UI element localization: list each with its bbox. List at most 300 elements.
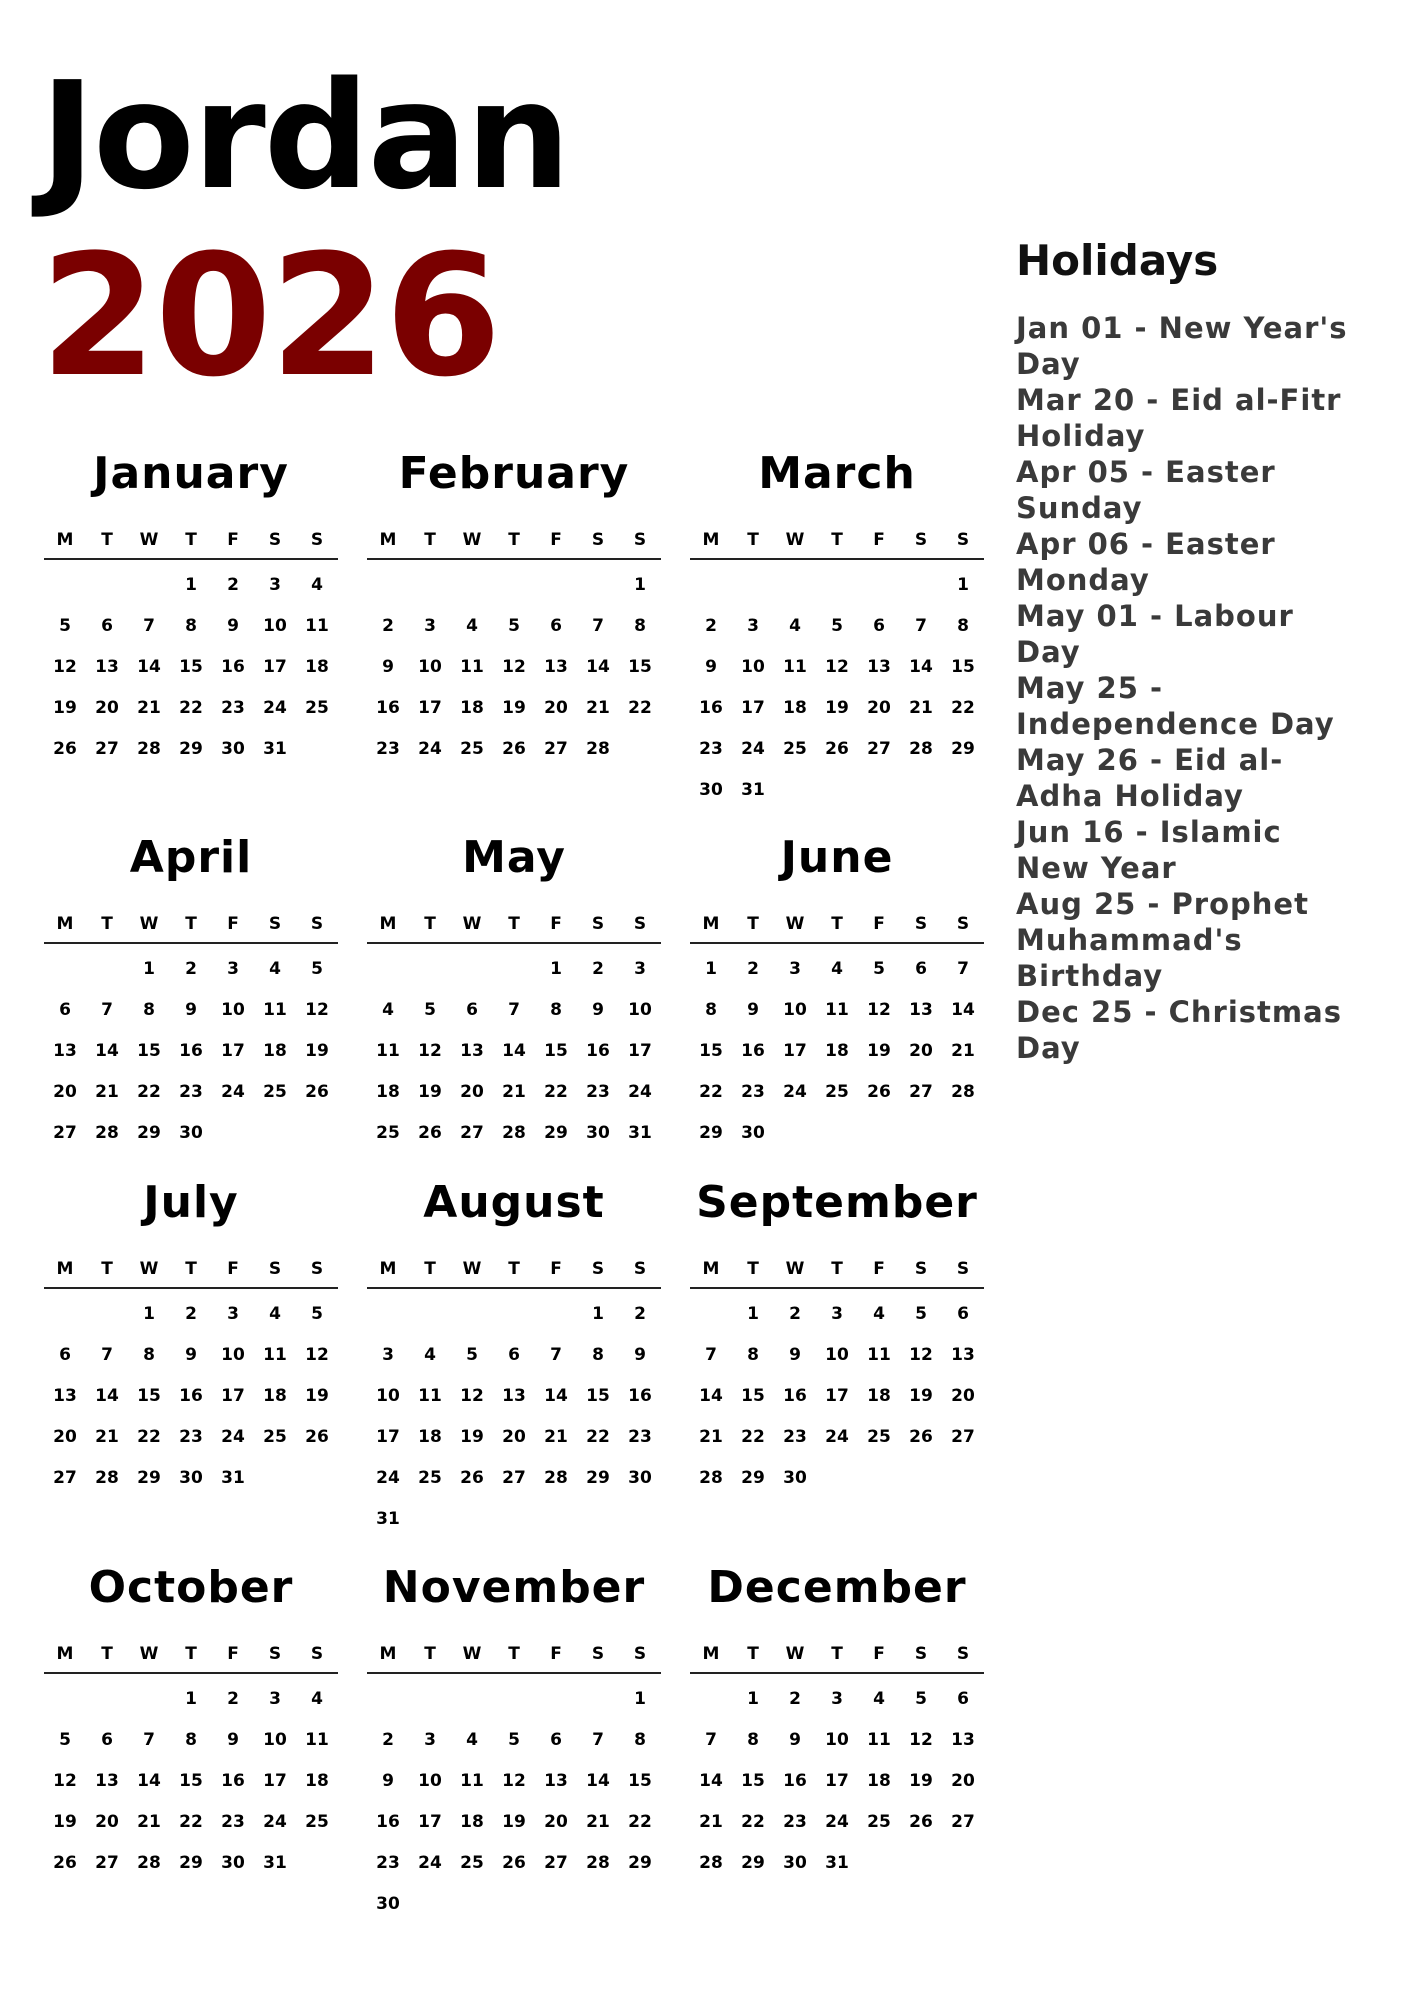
weekday-label: W [785,530,805,550]
day-cell: 5 [915,1303,927,1324]
day-cell: 20 [544,1811,568,1832]
day-cell: 10 [376,1385,400,1406]
day-cell: 27 [502,1467,526,1488]
day-cell: 15 [137,1040,161,1061]
day-cell: 18 [460,697,484,718]
day-cell: 14 [137,656,161,677]
holiday-item: Mar 20 - Eid al-Fitr Holiday [1016,383,1342,453]
day-cell: 24 [263,697,287,718]
day-cell: 2 [789,1303,801,1324]
weekday-label: M [56,1644,74,1664]
empty-cell [816,564,858,605]
day-cell: 26 [502,1852,526,1873]
month-name: March [758,448,916,499]
day-cell: 27 [95,1852,119,1873]
day-cell: 27 [867,738,891,759]
weekday-label: S [310,1644,324,1664]
day-grid [690,1678,984,1883]
day-cell: 25 [305,1811,329,1832]
empty-cell [493,564,535,605]
day-cell: 9 [789,1729,801,1750]
day-cell: 11 [263,999,287,1020]
day-cell: 25 [263,1426,287,1447]
day-cell: 22 [741,1811,765,1832]
weekday-label: F [227,1259,239,1279]
weekday-header [44,522,338,560]
day-cell: 19 [305,1040,329,1061]
weekday-label: M [702,530,720,550]
day-cell: 10 [418,656,442,677]
day-cell: 31 [741,779,765,800]
day-cell: 3 [831,1688,843,1709]
day-cell: 22 [741,1426,765,1447]
empty-cell [409,564,451,605]
day-cell: 20 [95,1811,119,1832]
day-cell: 3 [424,1729,436,1750]
day-cell: 3 [269,1688,281,1709]
empty-cell [409,1678,451,1719]
weekday-label: S [268,1644,282,1664]
holiday-item: May 25 - Independence Day [1016,671,1335,741]
day-cell: 22 [544,1081,568,1102]
weekday-label: F [550,914,562,934]
day-cell: 24 [221,1081,245,1102]
day-cell: 4 [424,1344,436,1365]
day-cell: 26 [305,1426,329,1447]
day-cell: 19 [502,1811,526,1832]
day-cell: 4 [382,999,394,1020]
day-cell: 11 [460,1770,484,1791]
day-cell: 22 [628,697,652,718]
empty-cell [451,1678,493,1719]
day-cell: 16 [741,1040,765,1061]
empty-cell [577,564,619,605]
day-cell: 16 [783,1385,807,1406]
day-cell: 4 [873,1303,885,1324]
day-cell: 16 [699,697,723,718]
weekday-label: M [56,1259,74,1279]
day-cell: 6 [550,615,562,636]
day-cell: 17 [825,1770,849,1791]
day-cell: 10 [263,1729,287,1750]
day-cell: 8 [747,1729,759,1750]
day-cell: 22 [586,1426,610,1447]
day-cell: 2 [382,615,394,636]
weekday-header [44,1636,338,1674]
day-cell: 29 [137,1122,161,1143]
day-cell: 29 [741,1467,765,1488]
weekday-label: S [956,1259,970,1279]
day-cell: 11 [263,1344,287,1365]
day-cell: 26 [867,1081,891,1102]
empty-cell [44,564,86,605]
weekday-label: S [914,530,928,550]
weekday-label: T [747,914,759,934]
day-cell: 27 [460,1122,484,1143]
month-name: February [398,448,630,499]
day-cell: 4 [831,958,843,979]
day-cell: 16 [376,1811,400,1832]
weekday-label: M [702,914,720,934]
weekday-label: T [508,914,520,934]
weekday-label: S [633,914,647,934]
empty-cell [128,564,170,605]
day-cell: 15 [741,1385,765,1406]
weekday-label: M [702,1644,720,1664]
holiday-list [1016,310,1366,1066]
month-march [690,446,984,810]
month-june [690,830,984,1153]
month-name: September [696,1177,978,1228]
month-february [367,446,661,769]
day-cell: 23 [376,738,400,759]
day-cell: 24 [221,1426,245,1447]
day-cell: 30 [179,1467,203,1488]
empty-cell [409,948,451,989]
day-cell: 9 [747,999,759,1020]
day-cell: 12 [305,999,329,1020]
day-grid [44,564,338,769]
day-cell: 18 [305,656,329,677]
day-cell: 26 [305,1081,329,1102]
day-cell: 17 [376,1426,400,1447]
day-cell: 27 [53,1467,77,1488]
day-cell: 2 [789,1688,801,1709]
day-cell: 30 [699,779,723,800]
day-cell: 8 [634,615,646,636]
day-cell: 27 [95,738,119,759]
day-grid [367,948,661,1153]
weekday-label: T [424,914,436,934]
weekday-label: T [185,530,197,550]
day-cell: 17 [418,697,442,718]
day-cell: 11 [305,615,329,636]
day-cell: 13 [53,1385,77,1406]
day-cell: 10 [263,615,287,636]
day-cell: 30 [783,1852,807,1873]
day-cell: 31 [628,1122,652,1143]
day-cell: 14 [137,1770,161,1791]
day-cell: 7 [592,1729,604,1750]
day-cell: 24 [741,738,765,759]
weekday-label: T [831,1259,843,1279]
weekday-label: F [227,1644,239,1664]
day-cell: 5 [831,615,843,636]
day-cell: 28 [137,738,161,759]
day-cell: 22 [179,1811,203,1832]
day-cell: 9 [382,656,394,677]
day-cell: 21 [909,697,933,718]
weekday-label: T [747,1259,759,1279]
day-cell: 11 [460,656,484,677]
weekday-label: T [508,530,520,550]
day-cell: 23 [376,1852,400,1873]
day-grid [690,564,984,810]
day-cell: 13 [95,1770,119,1791]
month-may [367,830,661,1153]
day-cell: 9 [185,1344,197,1365]
weekday-label: W [785,1259,805,1279]
weekday-header [367,906,661,944]
weekday-label: T [185,914,197,934]
empty-cell [451,564,493,605]
weekday-label: S [633,530,647,550]
empty-cell [367,564,409,605]
day-cell: 7 [705,1729,717,1750]
day-cell: 1 [634,1688,646,1709]
day-cell: 23 [586,1081,610,1102]
empty-cell [451,948,493,989]
weekday-label: F [227,914,239,934]
day-cell: 7 [915,615,927,636]
day-cell: 15 [586,1385,610,1406]
day-cell: 2 [227,1688,239,1709]
empty-cell [493,1293,535,1334]
day-cell: 3 [227,1303,239,1324]
weekday-label: F [227,530,239,550]
day-cell: 16 [179,1040,203,1061]
day-grid [367,1293,661,1539]
empty-cell [900,564,942,605]
day-cell: 12 [502,656,526,677]
day-cell: 31 [263,738,287,759]
day-cell: 23 [699,738,723,759]
weekday-label: W [139,1644,159,1664]
month-name: January [93,448,289,499]
month-december [690,1560,984,1883]
day-cell: 30 [586,1122,610,1143]
day-cell: 20 [951,1385,975,1406]
day-cell: 6 [466,999,478,1020]
weekday-label: W [462,530,482,550]
empty-cell [86,1293,128,1334]
weekday-label: M [379,530,397,550]
day-cell: 1 [592,1303,604,1324]
day-cell: 26 [909,1426,933,1447]
weekday-header [44,906,338,944]
day-cell: 12 [825,656,849,677]
day-cell: 4 [311,574,323,595]
day-grid [367,1678,661,1924]
day-cell: 16 [376,697,400,718]
empty-cell [44,1293,86,1334]
day-cell: 2 [634,1303,646,1324]
day-cell: 19 [909,1385,933,1406]
empty-cell [86,948,128,989]
day-cell: 29 [628,1852,652,1873]
day-cell: 23 [221,1811,245,1832]
day-cell: 20 [502,1426,526,1447]
day-cell: 15 [951,656,975,677]
day-cell: 15 [628,656,652,677]
day-cell: 6 [59,1344,71,1365]
day-cell: 12 [502,1770,526,1791]
weekday-label: T [508,1644,520,1664]
weekday-label: S [914,914,928,934]
day-cell: 4 [269,1303,281,1324]
empty-cell [493,1678,535,1719]
day-cell: 19 [502,697,526,718]
day-cell: 6 [59,999,71,1020]
month-name: June [780,832,894,883]
day-cell: 24 [628,1081,652,1102]
day-cell: 13 [867,656,891,677]
day-cell: 17 [741,697,765,718]
day-cell: 28 [95,1467,119,1488]
day-cell: 1 [550,958,562,979]
empty-cell [535,1678,577,1719]
empty-cell [86,1678,128,1719]
day-cell: 12 [460,1385,484,1406]
day-cell: 17 [263,656,287,677]
day-cell: 3 [747,615,759,636]
empty-cell [535,1293,577,1334]
day-cell: 1 [957,574,969,595]
day-cell: 7 [101,1344,113,1365]
day-cell: 7 [705,1344,717,1365]
day-cell: 2 [592,958,604,979]
day-cell: 23 [783,1811,807,1832]
day-cell: 25 [460,1852,484,1873]
day-cell: 6 [508,1344,520,1365]
weekday-label: T [747,1644,759,1664]
day-cell: 29 [137,1467,161,1488]
day-cell: 25 [418,1467,442,1488]
day-cell: 21 [137,697,161,718]
day-cell: 6 [101,1729,113,1750]
day-cell: 21 [544,1426,568,1447]
day-cell: 28 [544,1467,568,1488]
day-cell: 19 [53,1811,77,1832]
day-cell: 20 [544,697,568,718]
day-cell: 19 [418,1081,442,1102]
weekday-label: S [310,1259,324,1279]
day-cell: 8 [634,1729,646,1750]
day-cell: 14 [544,1385,568,1406]
day-cell: 25 [783,738,807,759]
day-cell: 2 [747,958,759,979]
day-cell: 3 [269,574,281,595]
day-cell: 11 [376,1040,400,1061]
day-cell: 5 [59,615,71,636]
weekday-label: T [831,1644,843,1664]
weekday-label: T [185,1644,197,1664]
day-cell: 1 [185,1688,197,1709]
weekday-label: F [550,1259,562,1279]
weekday-label: F [550,1644,562,1664]
weekday-label: S [914,1259,928,1279]
day-cell: 31 [263,1852,287,1873]
day-cell: 22 [628,1811,652,1832]
empty-cell [44,1678,86,1719]
day-grid [44,1678,338,1883]
day-cell: 28 [699,1852,723,1873]
day-cell: 2 [382,1729,394,1750]
month-january [44,446,338,769]
day-cell: 2 [705,615,717,636]
day-cell: 23 [179,1081,203,1102]
day-cell: 16 [221,1770,245,1791]
day-cell: 7 [101,999,113,1020]
weekday-label: W [462,1644,482,1664]
day-cell: 31 [825,1852,849,1873]
day-cell: 25 [867,1426,891,1447]
day-cell: 28 [586,738,610,759]
month-name: April [129,832,253,883]
day-cell: 9 [382,1770,394,1791]
weekday-label: W [139,914,159,934]
weekday-label: T [747,530,759,550]
day-cell: 5 [873,958,885,979]
day-cell: 10 [221,999,245,1020]
day-cell: 24 [418,1852,442,1873]
day-cell: 10 [783,999,807,1020]
day-cell: 8 [143,999,155,1020]
weekday-header [690,1636,984,1674]
month-july [44,1175,338,1498]
day-cell: 2 [227,574,239,595]
day-cell: 6 [873,615,885,636]
weekday-label: S [591,914,605,934]
day-cell: 7 [143,1729,155,1750]
day-cell: 28 [951,1081,975,1102]
day-cell: 12 [418,1040,442,1061]
weekday-label: T [831,914,843,934]
day-cell: 13 [544,656,568,677]
day-cell: 4 [466,615,478,636]
day-cell: 18 [867,1385,891,1406]
weekday-header [367,1251,661,1289]
day-cell: 21 [95,1426,119,1447]
day-cell: 14 [951,999,975,1020]
holiday-item: May 26 - Eid al-Adha Holiday [1016,743,1284,813]
day-cell: 27 [544,738,568,759]
weekday-label: S [914,1644,928,1664]
day-cell: 1 [747,1688,759,1709]
day-cell: 15 [544,1040,568,1061]
day-cell: 12 [53,1770,77,1791]
day-cell: 10 [221,1344,245,1365]
weekday-label: M [379,914,397,934]
day-cell: 16 [783,1770,807,1791]
day-cell: 27 [909,1081,933,1102]
day-cell: 11 [418,1385,442,1406]
day-cell: 23 [179,1426,203,1447]
day-cell: 25 [263,1081,287,1102]
day-cell: 30 [376,1893,400,1914]
day-cell: 30 [741,1122,765,1143]
day-cell: 1 [143,958,155,979]
holiday-item: Jan 01 - New Year's Day [1016,311,1348,381]
day-grid [44,948,338,1153]
weekday-header [690,1251,984,1289]
day-cell: 30 [221,1852,245,1873]
empty-cell [858,564,900,605]
day-cell: 14 [909,656,933,677]
day-cell: 10 [741,656,765,677]
day-cell: 19 [460,1426,484,1447]
day-cell: 18 [418,1426,442,1447]
day-cell: 19 [53,697,77,718]
empty-cell [774,564,816,605]
day-cell: 16 [179,1385,203,1406]
day-cell: 10 [825,1344,849,1365]
day-cell: 15 [179,656,203,677]
day-cell: 3 [424,615,436,636]
day-cell: 21 [699,1426,723,1447]
weekday-label: T [424,1259,436,1279]
weekday-label: F [873,1259,885,1279]
